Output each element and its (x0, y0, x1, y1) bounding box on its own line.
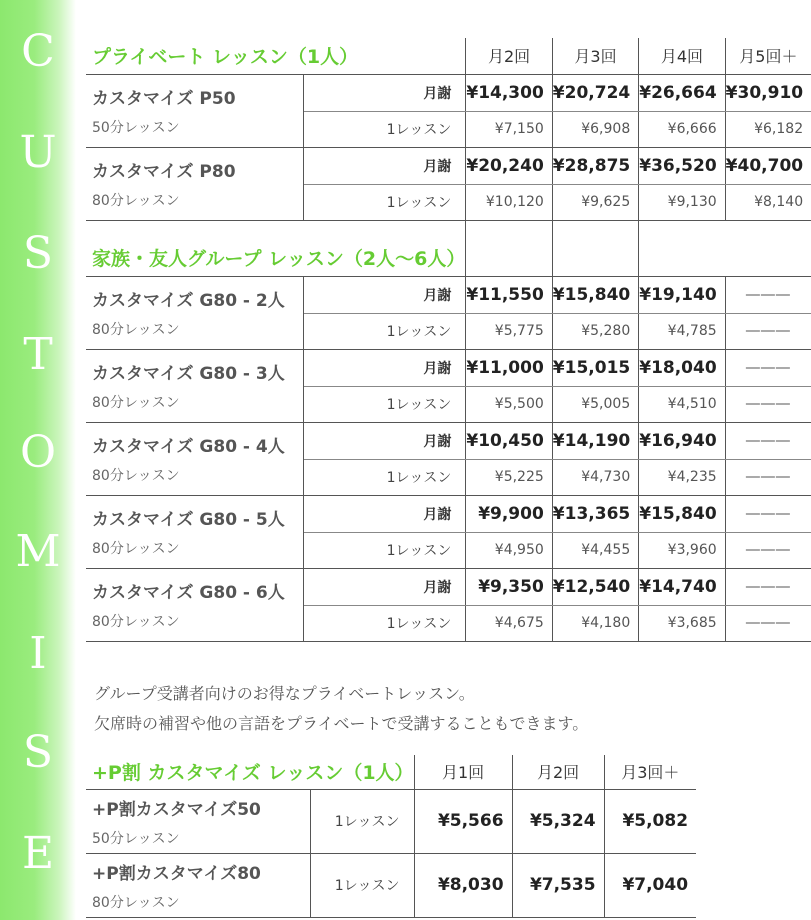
sidebar-letter: O (19, 427, 57, 478)
monthly-fee-value: ¥16,940 (639, 422, 725, 459)
monthly-fee-value: ¥14,190 (552, 422, 638, 459)
monthly-fee-value: ――― (725, 495, 811, 532)
per-lesson-value: ――― (725, 386, 811, 422)
per-lesson-value: ¥10,120 (466, 184, 552, 220)
per-lesson-value: ¥9,130 (639, 184, 725, 220)
monthly-fee-value: ¥9,350 (466, 568, 552, 605)
monthly-fee-value: ――― (725, 568, 811, 605)
monthly-fee-label: 月謝 (303, 422, 466, 459)
plan-name-cell (86, 349, 303, 422)
per-lesson-value: ¥5,324 (512, 789, 604, 853)
column-header: 月4回 (639, 38, 725, 74)
monthly-fee-value: ――― (725, 349, 811, 386)
section-gap (639, 220, 725, 240)
plan-name-cell (86, 147, 303, 220)
column-header: 月2回 (512, 755, 604, 789)
per-lesson-label: 1レッスン (303, 459, 466, 495)
monthly-fee-value: ¥11,000 (466, 349, 552, 386)
plan-duration: 80分レッスン (92, 322, 180, 338)
per-lesson-value: ¥9,625 (552, 184, 638, 220)
column-header: 月5回＋ (739, 47, 798, 67)
monthly-fee-value: ¥26,664 (639, 74, 725, 111)
note-line-2: 欠席時の補習や他の言語をプライベートで受講することもできます。 (94, 714, 589, 733)
sidebar-letter: S (22, 727, 54, 778)
sidebar-letter: M (15, 526, 61, 577)
monthly-fee-value: ¥14,740 (639, 568, 725, 605)
per-lesson-value: ¥8,140 (725, 184, 811, 220)
monthly-fee-value: ¥28,875 (552, 147, 638, 184)
plan-name: カスタマイズ P50 (92, 89, 236, 109)
per-lesson-label: 1レッスン (310, 789, 414, 853)
section-private-title: プライベート レッスン（1人） (92, 46, 359, 69)
per-lesson-value: ¥6,908 (552, 111, 638, 147)
monthly-fee-label: 月謝 (303, 74, 466, 111)
plan-name: カスタマイズ G80 - 6人 (92, 583, 285, 603)
header-spacer (466, 240, 552, 276)
monthly-fee-value: ¥40,700 (725, 147, 811, 184)
monthly-fee-value: ¥11,550 (466, 276, 552, 313)
monthly-fee-value: ¥30,910 (725, 74, 811, 111)
per-lesson-value: ¥7,040 (604, 853, 696, 917)
plan-name-cell (86, 853, 310, 917)
plan-name-cell (86, 74, 303, 147)
monthly-fee-value: ¥12,540 (552, 568, 638, 605)
per-lesson-value: ¥5,005 (552, 386, 638, 422)
per-lesson-value: ¥4,785 (639, 313, 725, 349)
plan-name: カスタマイズ G80 - 3人 (92, 364, 285, 384)
header-spacer (394, 38, 466, 74)
per-lesson-label: 1レッスン (303, 313, 466, 349)
sidebar-letter: U (19, 127, 57, 178)
monthly-fee-value: ¥9,900 (466, 495, 552, 532)
per-lesson-value: ¥4,455 (552, 532, 638, 568)
per-lesson-value: ――― (725, 459, 811, 495)
plan-duration: 80分レッスン (92, 541, 180, 557)
monthly-fee-value: ――― (725, 422, 811, 459)
sidebar-letter: C (21, 26, 55, 77)
per-lesson-value: ¥3,685 (639, 605, 725, 641)
sidebar-letter: I (29, 628, 47, 679)
section-pwari-title: +P割 カスタマイズ レッスン（1人） (92, 762, 414, 785)
per-lesson-value: ¥4,675 (466, 605, 552, 641)
plan-duration: 50分レッスン (92, 120, 180, 136)
per-lesson-value: ¥6,182 (725, 111, 811, 147)
monthly-fee-value: ¥36,520 (639, 147, 725, 184)
header-spacer (552, 240, 638, 276)
per-lesson-value: ¥5,566 (414, 789, 512, 853)
monthly-fee-value: ¥15,840 (552, 276, 638, 313)
plan-name: カスタマイズ G80 - 5人 (92, 510, 285, 530)
plan-name-cell (86, 276, 303, 349)
per-lesson-label: 1レッスン (303, 605, 466, 641)
sidebar-letter: S (22, 228, 54, 279)
monthly-fee-value: ¥18,040 (639, 349, 725, 386)
per-lesson-value: ¥5,500 (466, 386, 552, 422)
section-gap (466, 220, 552, 240)
monthly-fee-label: 月謝 (303, 495, 466, 532)
plan-name-cell (86, 568, 303, 641)
per-lesson-value: ¥4,730 (552, 459, 638, 495)
per-lesson-value: ¥4,510 (639, 386, 725, 422)
per-lesson-value: ――― (725, 605, 811, 641)
monthly-fee-label: 月謝 (303, 276, 466, 313)
per-lesson-value: ¥5,280 (552, 313, 638, 349)
monthly-fee-value: ¥15,015 (552, 349, 638, 386)
section-gap (86, 220, 466, 240)
per-lesson-value: ¥3,960 (639, 532, 725, 568)
monthly-fee-value: ¥20,240 (466, 147, 552, 184)
plan-name: +P割カスタマイズ50 (92, 799, 261, 820)
per-lesson-value: ¥7,535 (512, 853, 604, 917)
sidebar-letter: T (23, 329, 53, 380)
monthly-fee-value: ¥14,300 (466, 74, 552, 111)
column-header: 月1回 (414, 755, 512, 789)
monthly-fee-label: 月謝 (303, 147, 466, 184)
per-lesson-label: 1レッスン (303, 532, 466, 568)
header-spacer (639, 240, 725, 276)
column-header: 月3回 (552, 38, 638, 74)
per-lesson-label: 1レッスン (303, 111, 466, 147)
per-lesson-label: 1レッスン (310, 853, 414, 917)
per-lesson-value: ――― (725, 532, 811, 568)
monthly-fee-label: 月謝 (303, 349, 466, 386)
per-lesson-value: ¥4,235 (639, 459, 725, 495)
plan-name: カスタマイズ G80 - 2人 (92, 291, 285, 311)
plan-duration: 80分レッスン (92, 468, 180, 484)
section-group-title: 家族・友人グループ レッスン（2人〜6人） (92, 248, 466, 271)
plan-name-cell (86, 789, 310, 853)
per-lesson-value: ¥4,950 (466, 532, 552, 568)
note-line-1: グループ受講者向けのお得なプライベートレッスン。 (94, 684, 475, 703)
plan-duration: 80分レッスン (92, 193, 180, 209)
monthly-fee-value: ¥15,840 (639, 495, 725, 532)
sidebar-letter: E (21, 828, 55, 879)
monthly-fee-value: ¥10,450 (466, 422, 552, 459)
plan-duration: 80分レッスン (92, 894, 180, 911)
plan-name: カスタマイズ P80 (92, 162, 236, 182)
plan-name: カスタマイズ G80 - 4人 (92, 437, 285, 457)
sidebar-gradient (0, 0, 76, 920)
per-lesson-label: 1レッスン (303, 386, 466, 422)
per-lesson-value: ¥5,082 (604, 789, 696, 853)
monthly-fee-value: ――― (725, 276, 811, 313)
column-header: 月3回＋ (604, 755, 696, 789)
per-lesson-value: ¥5,775 (466, 313, 552, 349)
plan-duration: 80分レッスン (92, 395, 180, 411)
plan-duration: 80分レッスン (92, 614, 180, 630)
per-lesson-value: ¥6,666 (639, 111, 725, 147)
section-gap (552, 220, 638, 240)
plan-name: +P割カスタマイズ80 (92, 863, 261, 884)
column-header: 月2回 (466, 38, 552, 74)
plan-duration: 50分レッスン (92, 830, 180, 847)
plan-name-cell (86, 422, 303, 495)
per-lesson-value: ――― (725, 313, 811, 349)
per-lesson-value: ¥8,030 (414, 853, 512, 917)
monthly-fee-value: ¥13,365 (552, 495, 638, 532)
per-lesson-label: 1レッスン (303, 184, 466, 220)
pwari-price-table (86, 755, 696, 918)
price-table (86, 38, 811, 642)
per-lesson-value: ¥4,180 (552, 605, 638, 641)
per-lesson-value: ¥7,150 (466, 111, 552, 147)
monthly-fee-value: ¥20,724 (552, 74, 638, 111)
monthly-fee-value: ¥19,140 (639, 276, 725, 313)
per-lesson-value: ¥5,225 (466, 459, 552, 495)
plan-name-cell (86, 495, 303, 568)
monthly-fee-label: 月謝 (303, 568, 466, 605)
